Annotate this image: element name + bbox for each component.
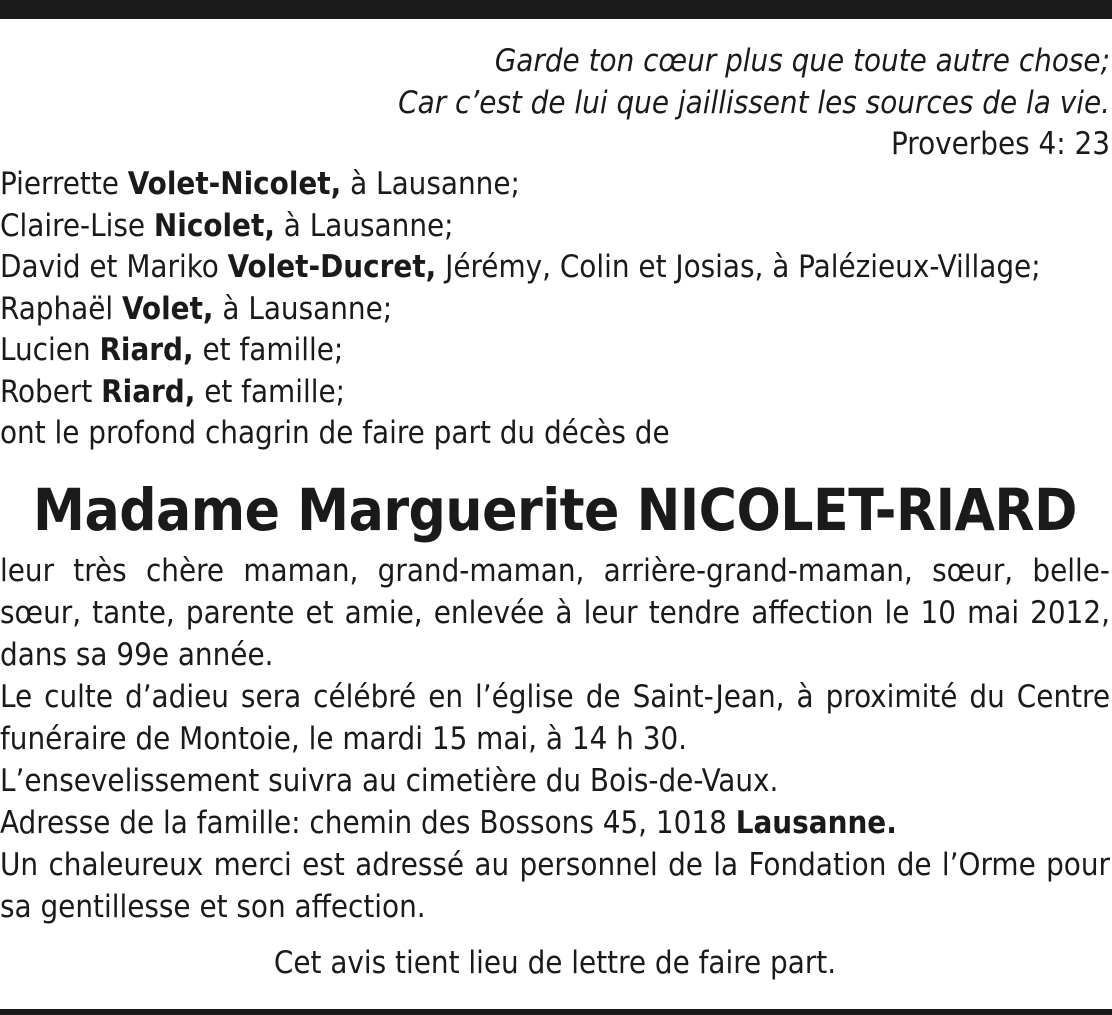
address-paragraph: [0, 802, 1110, 844]
family-member: [0, 206, 1110, 248]
family-member-first: Pierrette: [0, 166, 128, 202]
family-list: [0, 164, 1110, 455]
family-member-surname: Riard,: [99, 332, 194, 368]
deceased-name: Madame Marguerite NICOLET-RIARD: [33, 475, 1077, 544]
family-member-first: Raphaël: [0, 290, 123, 327]
family-member-surname: Volet-Nicolet,: [127, 166, 342, 202]
thanks-paragraph: Un chaleureux merci est adressé au personnel de la Fondation de l’Orme pour sa gentillesse et son affection.: [0, 846, 1110, 925]
family-member-rest: et famille;: [195, 373, 346, 410]
family-member-rest: Jérémy, Colin et Josias, à Palézieux-Village;: [436, 249, 1041, 285]
top-rule: [0, 0, 1112, 19]
burial-paragraph: L’ensevelissement suivra au cimetière du Bois-de-Vaux.: [0, 762, 779, 799]
family-member-first: Robert: [0, 373, 102, 410]
announcement-line: ont le profond chagrin de faire part du décès de: [0, 415, 670, 451]
family-member: [0, 372, 1110, 414]
family-member-surname: Nicolet,: [153, 207, 275, 244]
description-paragraph: leur très chère maman, grand-maman, arrière-grand-maman, sœur, belle-sœur, tante, parente et amie, enlevée à leur tendre affection le 10 mai 2012, dans sa 99e année.: [0, 552, 1110, 673]
family-member-rest: à Lausanne;: [213, 290, 393, 327]
family-member: [0, 289, 1110, 331]
service-paragraph: Le culte d’adieu sera célébré en l’église de Saint-Jean, à proximité du Centre funéraire de Montoie, le mardi 15 mai, à 14 h 30.: [0, 678, 1110, 757]
family-member-surname: Volet-Ducret,: [227, 249, 437, 285]
obituary-notice: [0, 40, 1110, 984]
family-member-rest: à Lausanne;: [341, 166, 520, 202]
epigraph-line-1: Garde ton cœur plus que toute autre chose;: [494, 43, 1110, 79]
family-member-surname: Riard,: [101, 373, 196, 410]
epigraph-line-2: Car c’est de lui que jaillissent les sources de la vie.: [398, 85, 1110, 121]
address-prefix: Adresse de la famille: chemin des Bossons 45, 1018: [0, 804, 736, 841]
bottom-rule: [0, 1009, 1112, 1015]
family-member: [0, 330, 1110, 372]
family-member-rest: à Lausanne;: [274, 207, 454, 244]
family-member-first: David et Mariko: [0, 249, 228, 285]
epigraph: [0, 40, 1110, 164]
epigraph-reference: Proverbes 4: 23: [891, 126, 1110, 162]
family-member-rest: et famille;: [193, 332, 344, 368]
family-member-first: Claire-Lise: [0, 207, 154, 244]
family-member-first: Lucien: [0, 332, 100, 368]
family-member-surname: Volet,: [122, 290, 214, 327]
closing-note: Cet avis tient lieu de lettre de faire part.: [273, 944, 837, 981]
family-member: [0, 164, 1110, 206]
family-member: [0, 247, 1110, 289]
address-city: Lausanne.: [735, 804, 897, 841]
